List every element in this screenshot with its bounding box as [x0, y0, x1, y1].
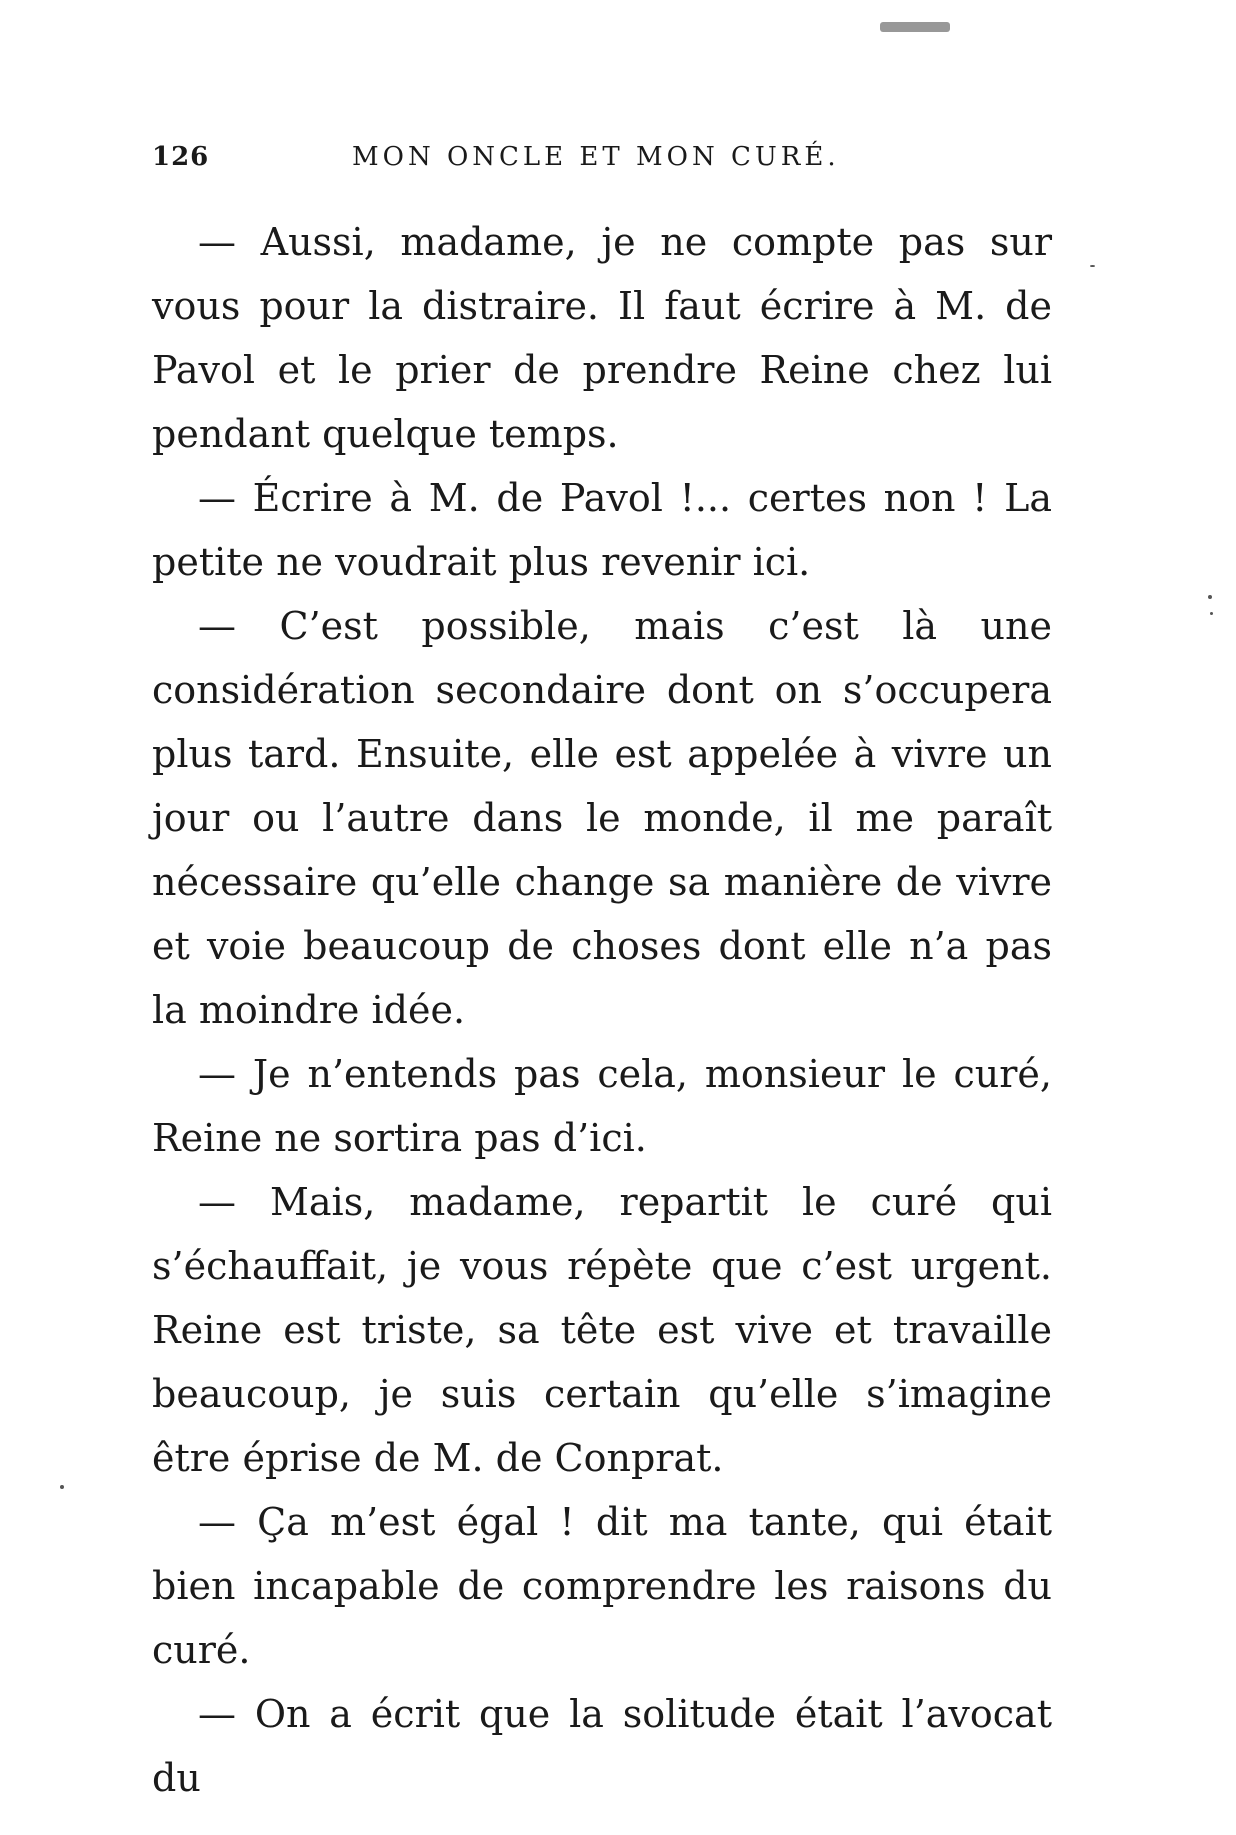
page-number: 126 [152, 142, 210, 172]
scan-artifact [880, 22, 950, 32]
body-text [152, 210, 1052, 1810]
scan-speck [60, 1485, 64, 1489]
scan-speck [1090, 265, 1095, 267]
paragraph: — Mais, madame, repartit le curé qui s’échauffait, je vous répète que c’est urgent. Reine est triste, sa tête est vive et travaille beaucoup, je suis certain qu’elle s’imagine être éprise de M. de Conprat. [152, 1180, 1052, 1480]
scan-speck [1210, 612, 1213, 615]
paragraph: — Aussi, madame, je ne compte pas sur vous pour la distraire. Il faut écrire à M. de Pavol et le prier de prendre Reine chez lui pendant quelque temps. [152, 220, 1052, 456]
paragraph: — On a écrit que la solitude était l’avocat du [152, 1692, 1052, 1800]
paragraph: — Je n’entends pas cela, monsieur le curé, Reine ne sortira pas d’ici. [152, 1052, 1052, 1160]
page-header [152, 142, 1052, 182]
paragraph: — C’est possible, mais c’est là une considération secondaire dont on s’occupera plus tard. Ensuite, elle est appelée à vivre un jour ou l’autre dans le monde, il me paraît nécessaire qu’elle change sa manière de vivre et voie beaucoup de choses dont elle n’a pas la moindre idée. [152, 604, 1052, 1032]
scan-speck [1208, 595, 1212, 599]
running-title: MON ONCLE ET MON CURÉ. [352, 142, 840, 172]
paragraph: — Ça m’est égal ! dit ma tante, qui était bien incapable de comprendre les raisons du curé. [152, 1500, 1052, 1672]
paragraph: — Écrire à M. de Pavol !... certes non ! La petite ne voudrait plus revenir ici. [152, 476, 1052, 584]
